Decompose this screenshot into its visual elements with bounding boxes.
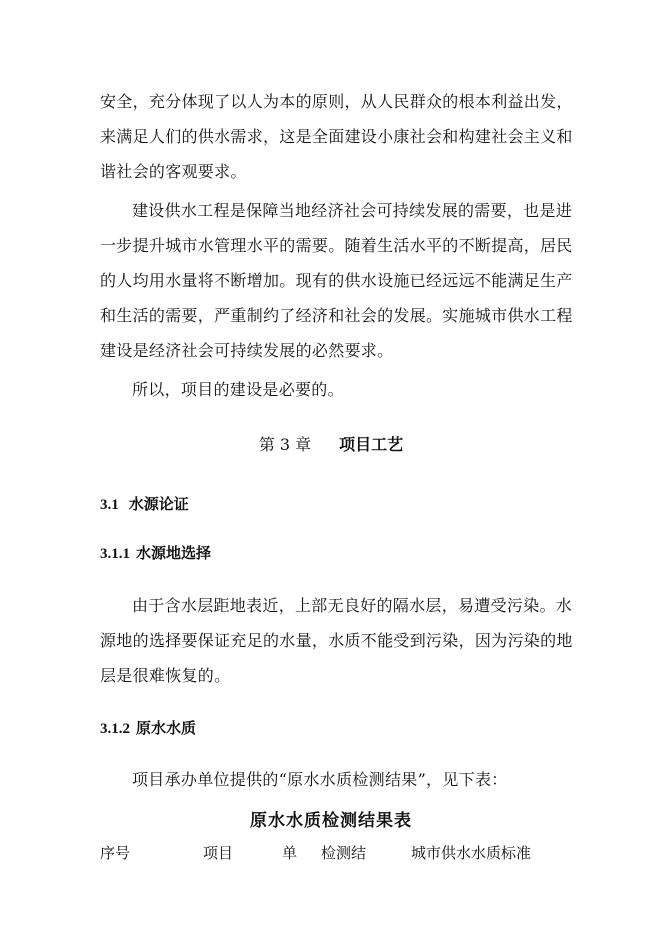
column-header-standard: 城市供水水质标准	[411, 844, 532, 862]
paragraph-table-intro	[100, 762, 552, 797]
section-title: 水源论证	[128, 495, 189, 513]
paragraph-water-safety	[100, 84, 573, 189]
paragraph-conclusion	[100, 372, 552, 407]
section-title: 水源地选择	[136, 544, 212, 562]
column-header-item: 项目	[203, 844, 234, 862]
text-line: 建设供水工程是保障当地经济社会可持续发展的需要，也是进	[132, 201, 573, 220]
text-line: 的人均用水量将不断增加。现有的供水设施已经远远不能满足生产	[100, 271, 573, 290]
chapter-number: 第 3 章	[258, 435, 312, 454]
text-line: 层是很难恢复的。	[100, 666, 231, 685]
table-header-row	[0, 842, 662, 866]
text-line: 安全，充分体现了以人为本的原则，从人民群众的根本利益出发，	[100, 92, 573, 111]
section-heading-3-1-1	[100, 542, 211, 563]
column-header-unit: 单	[282, 844, 298, 862]
text-line: 所以，项目的建设是必要的。	[132, 380, 344, 399]
section-number: 3.1.1	[100, 546, 130, 562]
text-line: 一步提升城市水管理水平的需要。随着生活水平的不断提高，居民	[100, 236, 573, 255]
section-number: 3.1.2	[100, 721, 130, 737]
column-header-result: 检测结	[321, 844, 367, 862]
section-heading-3-1-2	[100, 717, 196, 738]
text-line: 项目承办单位提供的“原水水质检测结果”，见下表：	[132, 770, 508, 789]
text-line: 和生活的需要，严重制约了经济和社会的发展。实施城市供水工程	[100, 306, 573, 325]
text-line: 建设是经济社会可持续发展的必然要求。	[100, 341, 394, 360]
table-title: 原水水质检测结果表	[250, 811, 412, 831]
section-title: 原水水质	[136, 719, 197, 737]
column-header-index: 序号	[100, 844, 131, 862]
text-line: 源地的选择要保证充足的水量，水质不能受到污染，因为污染的地	[100, 631, 573, 650]
text-line: 由于含水层距地表近，上部无良好的隔水层，易遭受污染。水	[132, 596, 573, 615]
section-heading-3-1	[100, 493, 189, 514]
text-line: 来满足人们的供水需求，这是全面建设小康社会和构建社会主义和	[100, 127, 573, 146]
chapter-name: 项目工艺	[339, 435, 404, 454]
text-line: 谐社会的客观要求。	[100, 162, 247, 181]
paragraph-water-source	[100, 588, 573, 693]
chapter-title	[0, 432, 662, 455]
section-number: 3.1	[100, 497, 119, 513]
paragraph-project-need	[100, 193, 573, 368]
